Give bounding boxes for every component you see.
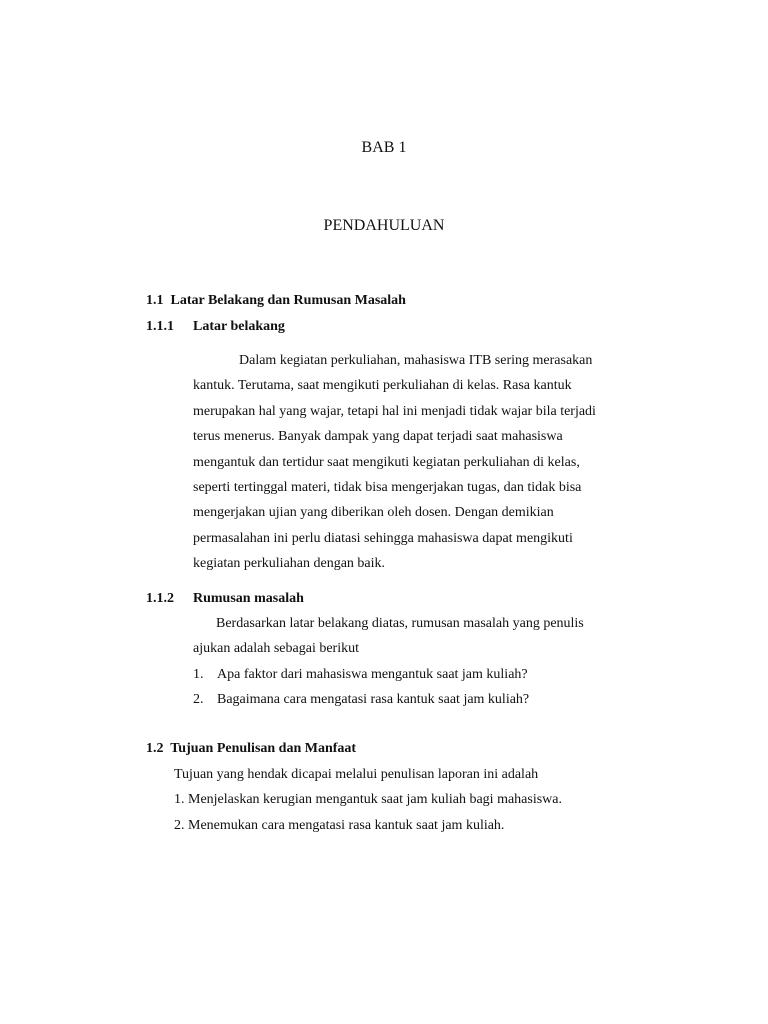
- paragraph-tujuan: [174, 762, 562, 838]
- subsection-number: 1.1.2: [146, 591, 174, 606]
- paragraph-line: kegiatan perkuliahan dengan baik.: [193, 556, 386, 572]
- paragraph-latar-belakang: [193, 348, 596, 577]
- list-item-number: 1.: [193, 666, 204, 682]
- subsection-number: 1.1.1: [146, 319, 174, 334]
- section-heading-1-2: [146, 741, 356, 757]
- list-item-number: 2.: [193, 692, 204, 708]
- paragraph-line: terus menerus. Banyak dampak yang dapat terjadi saat mahasiswa: [193, 429, 563, 445]
- list-item: 1. Menjelaskan kerugian mengantuk saat jam kuliah bagi mahasiswa.: [174, 792, 563, 808]
- paragraph-line: kantuk. Terutama, saat mengikuti perkuliahan di kelas. Rasa kantuk: [193, 378, 572, 394]
- list-item-text: Bagaimana cara mengatasi rasa kantuk saat jam kuliah?: [217, 692, 530, 708]
- paragraph-line: ajukan adalah sebagai berikut: [193, 641, 359, 657]
- section-number: 1.1: [146, 293, 164, 308]
- paragraph-line: Berdasarkan latar belakang diatas, rumusan masalah yang penulis: [216, 616, 584, 631]
- paragraph-line: mengerjakan ujian yang diberikan oleh dosen. Dengan demikian: [193, 505, 554, 521]
- section-title: Tujuan Penulisan dan Manfaat: [170, 741, 357, 756]
- subsection-heading-1-1-2: [146, 591, 304, 607]
- subsection-title: Rumusan masalah: [193, 591, 304, 606]
- list-item: 2. Menemukan cara mengatasi rasa kantuk saat jam kuliah.: [174, 817, 505, 833]
- list-item-text: Apa faktor dari mahasiswa mengantuk saat jam kuliah?: [217, 666, 528, 682]
- paragraph-line: merupakan hal yang wajar, tetapi hal ini menjadi tidak wajar bila terjadi: [193, 403, 596, 419]
- paragraph-line: Tujuan yang hendak dicapai melalui penulisan laporan ini adalah: [174, 767, 539, 782]
- paragraph-line: mengantuk dan tertidur saat mengikuti kegiatan perkuliahan di kelas,: [193, 454, 580, 470]
- section-heading-1-1: [146, 293, 406, 309]
- section-title: Latar Belakang dan Rumusan Masalah: [170, 293, 406, 308]
- subsection-heading-1-1-1: [146, 319, 285, 335]
- chapter-title: PENDAHULUAN: [323, 217, 445, 234]
- paragraph-rumusan-masalah: [193, 611, 584, 713]
- paragraph-line: Dalam kegiatan perkuliahan, mahasiswa ITB sering merasakan: [239, 353, 593, 368]
- section-number: 1.2: [146, 741, 164, 756]
- paragraph-line: seperti tertinggal materi, tidak bisa mengerjakan tugas, dan tidak bisa: [193, 479, 582, 495]
- list-item: [193, 662, 584, 687]
- chapter-number: BAB 1: [361, 139, 407, 156]
- paragraph-line: permasalahan ini perlu diatasi sehingga mahasiswa dapat mengikuti: [193, 530, 573, 546]
- list-item: [193, 687, 584, 712]
- subsection-title: Latar belakang: [193, 319, 285, 334]
